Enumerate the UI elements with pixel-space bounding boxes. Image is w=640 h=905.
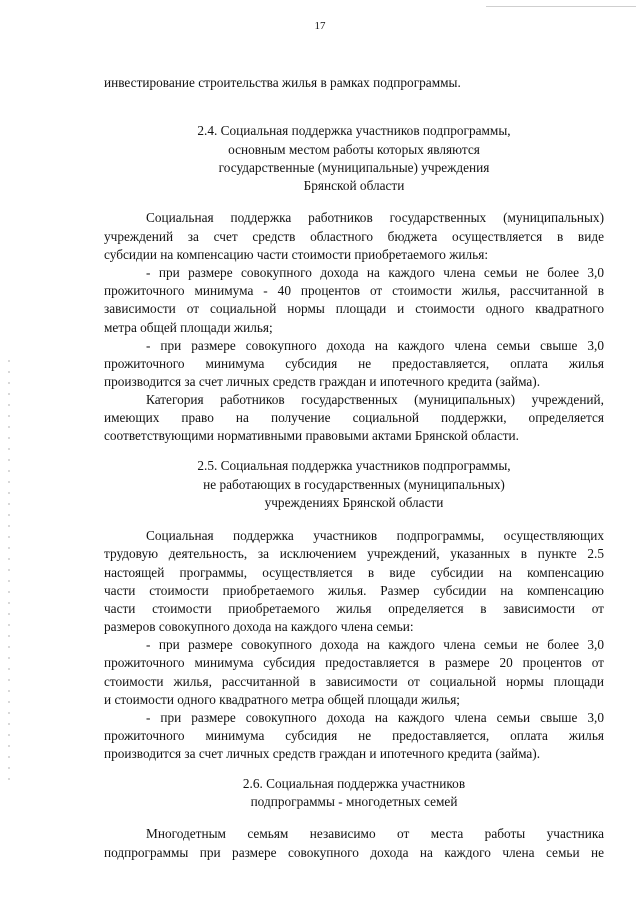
section-2-4-line-7: метра общей площади жилья; bbox=[104, 320, 273, 335]
section-2-4-line-3: субсидии на компенсацию части стоимости приобретаемого жилья: bbox=[104, 247, 489, 262]
section-2-5-line-11: - при размере совокупного дохода на каждого члена семьи свыше 3,0 bbox=[146, 710, 604, 725]
section-2-4-heading-line-4: Брянской области bbox=[303, 178, 405, 193]
section-2-6-line-1: Многодетным семьям независимо от места работы участника bbox=[146, 826, 604, 841]
section-2-5-line-4: части стоимости приобретаемого жилья. Размер субсидии на компенсацию bbox=[104, 583, 604, 598]
section-2-4-line-2: учреждений за счет средств областного бюджета осуществляется в виде bbox=[104, 229, 604, 244]
section-2-5-heading-line-1: 2.5. Социальная поддержка участников подпрограммы, bbox=[197, 458, 511, 473]
section-2-4-line-13: соответствующими нормативными правовыми актами Брянской области. bbox=[104, 428, 519, 443]
section-2-4-line-1: Социальная поддержка работников государственных (муниципальных) bbox=[146, 210, 604, 225]
section-2-5-line-1: Социальная поддержка участников подпрограммы, осуществляющих bbox=[146, 528, 604, 543]
section-2-6-line-2: подпрограммы при размере совокупного дохода на каждого члена семьи не bbox=[104, 845, 604, 860]
section-2-4-line-5: прожиточного минимума - 40 процентов от стоимости жилья, рассчитанной в bbox=[104, 283, 604, 298]
section-2-5-line-8: прожиточного минимума субсидия предоставляется в размере 20 процентов от bbox=[104, 655, 604, 670]
scan-edge-line bbox=[486, 6, 636, 7]
section-2-4-line-4: - при размере совокупного дохода на каждого члена семьи не более 3,0 bbox=[146, 265, 604, 280]
section-2-4-line-6: зависимости от социальной нормы площади и стоимости одного квадратного bbox=[104, 301, 604, 316]
section-2-6-heading-line-2: подпрограммы - многодетных семей bbox=[250, 794, 458, 809]
scan-margin-marks bbox=[8, 360, 10, 780]
section-2-5-line-12: прожиточного минимума субсидия не предоставляется, оплата жилья bbox=[104, 728, 604, 743]
intro-line: инвестирование строительства жилья в рамках подпрограммы. bbox=[104, 75, 461, 90]
section-2-4-line-9: прожиточного минимума субсидия не предоставляется, оплата жилья bbox=[104, 356, 604, 371]
section-2-4-line-11: Категория работников государственных (муниципальных) учреждений, bbox=[146, 392, 604, 407]
section-2-5-line-9: стоимости жилья, рассчитанной в зависимости от социальной нормы площади bbox=[104, 674, 604, 689]
section-2-5-line-13: производится за счет личных средств граждан и ипотечного кредита (займа). bbox=[104, 746, 541, 761]
section-2-6-heading-line-1: 2.6. Социальная поддержка участников bbox=[242, 776, 466, 791]
section-2-4-heading-line-2: основным местом работы которых являются bbox=[228, 142, 480, 157]
section-2-5-line-5: части стоимости приобретаемого жилья определяется в зависимости от bbox=[104, 601, 604, 616]
section-2-5-heading-line-2: не работающих в государственных (муниципальных) bbox=[203, 477, 505, 492]
section-2-5-line-7: - при размере совокупного дохода на каждого члена семьи не более 3,0 bbox=[146, 637, 604, 652]
section-2-4-heading-line-3: государственные (муниципальные) учреждения bbox=[218, 160, 490, 175]
section-2-4-line-8: - при размере совокупного дохода на каждого члена семьи свыше 3,0 bbox=[146, 338, 604, 353]
section-2-5-line-6: размеров совокупного дохода на каждого члена семьи: bbox=[104, 619, 414, 634]
section-2-5-line-10: и стоимости одного квадратного метра общей площади жилья; bbox=[104, 692, 461, 707]
section-2-4-line-10: производится за счет личных средств граждан и ипотечного кредита (займа). bbox=[104, 374, 541, 389]
section-2-4-line-12: имеющих право на получение социальной поддержки, определяется bbox=[104, 410, 604, 425]
section-2-5-line-2: трудовую деятельность, за исключением учреждений, указанных в пункте 2.5 bbox=[104, 546, 604, 561]
section-2-4-heading-line-1: 2.4. Социальная поддержка участников подпрограммы, bbox=[197, 123, 511, 138]
page-number: 17 bbox=[314, 20, 326, 32]
section-2-5-line-3: настоящей программы, осуществляется в виде субсидии на компенсацию bbox=[104, 565, 604, 580]
section-2-5-heading-line-3: учреждениях Брянской области bbox=[264, 495, 444, 510]
